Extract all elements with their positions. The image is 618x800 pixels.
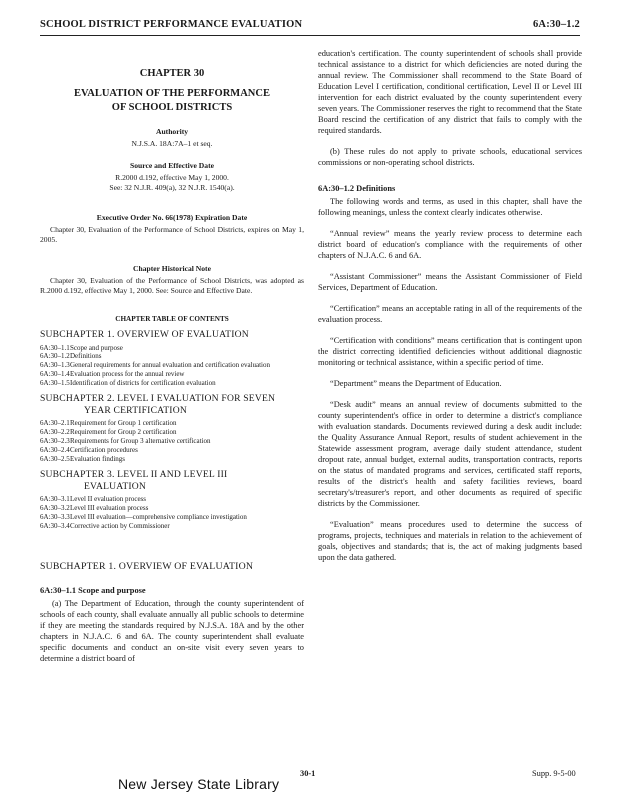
rule-1-2-title: 6A:30–1.2 Definitions bbox=[318, 184, 396, 193]
toc-item: 6A:30–1.4 Evaluation process for the annual review bbox=[40, 369, 185, 378]
definition-evaluation: “Evaluation” means procedures used to determine the success of programs, projects, techniques and materials in relation to the achievement of goals, objectives and standards; that is, the act of making judgments based upon the data gathered. bbox=[318, 520, 582, 562]
toc-item: 6A:30–2.1 Requirement for Group 1 certification bbox=[40, 419, 177, 428]
rule-1-1-paragraph-a-continued: education's certification. The county superintendent of schools shall provide technical assistance to a district for which deficiencies are noted during the annual review. The Commissioner shall recommend to the State Board of Education Level I certification, conditional certification, Level II or Level III intervention for each district evaluated by the county superintendent every seven years. The Commissioner reserves the right to recommend that the State Board rescind the certification of any district that fails to comply with the required standards. bbox=[318, 49, 582, 135]
running-header bbox=[40, 17, 580, 36]
exec-order-label: Executive Order No. 66(1978) Expiration Date bbox=[96, 213, 248, 222]
body-subchapter-1-heading: SUBCHAPTER 1. OVERVIEW OF EVALUATION bbox=[40, 560, 254, 572]
library-watermark: New Jersey State Library bbox=[118, 776, 280, 792]
toc-item: 6A:30–1.3 General requirements for annual evaluation and certification evaluation bbox=[40, 361, 270, 370]
toc-title: CHAPTER TABLE OF CONTENTS bbox=[115, 315, 229, 323]
running-header-section: 6A:30–1.2 bbox=[532, 19, 580, 30]
toc-subchapter-3-list bbox=[40, 495, 304, 530]
right-column bbox=[318, 48, 582, 563]
page-number: 30-1 bbox=[300, 769, 316, 778]
toc-item: 6A:30–3.2 Level III evaluation process bbox=[40, 504, 149, 513]
chapter-number: CHAPTER 30 bbox=[139, 68, 205, 79]
left-column bbox=[40, 68, 304, 664]
toc-item: 6A:30–1.2 Definitions bbox=[40, 352, 102, 361]
rule-1-1-paragraph-a: (a) The Department of Education, through the county superintendent of schools of each county, shall evaluate annually all public schools to determine if they are meeting the standards required by N.J.S.A. 18A and by the other chapters in N.J.A.C. 6 and 6A. The county superintendent shall evaluate specific documents and conduct an on-site visit every seven years to determine a district board of bbox=[40, 598, 304, 663]
toc-subchapter-3-heading: SUBCHAPTER 3. LEVEL II AND LEVEL III EVALUATION bbox=[40, 469, 228, 492]
toc-item: 6A:30–3.4 Corrective action by Commissioner bbox=[40, 521, 170, 530]
toc-subchapter-2-heading: SUBCHAPTER 2. LEVEL I EVALUATION FOR SEVEN YEAR CERTIFICATION bbox=[40, 393, 276, 416]
source-label: Source and Effective Date bbox=[129, 161, 214, 170]
chapter-title bbox=[40, 87, 304, 115]
toc-item: 6A:30–2.4 Certification procedures bbox=[40, 445, 138, 454]
toc-subchapter-1-list bbox=[40, 344, 304, 388]
historical-note-label: Chapter Historical Note bbox=[133, 264, 211, 273]
definition-certification-with-conditions: “Certification with conditions” means certification that is contingent upon the district correcting identified deficiencies without additional diagnostic monitoring or technical assistance, within a specific period of time. bbox=[318, 336, 582, 367]
toc-item: 6A:30–1.1 Scope and purpose bbox=[40, 343, 123, 352]
toc-subchapter-2-list bbox=[40, 419, 304, 463]
historical-note-text: Chapter 30, Evaluation of the Performance of School Districts, was adopted as R.2000 d.192, effective May 1, 2000. See: Source and Effective Date. bbox=[40, 276, 304, 295]
exec-order-text: Chapter 30, Evaluation of the Performance of School Districts, expires on May 1, 2005. bbox=[40, 225, 304, 244]
toc-item: 6A:30–2.3 Requirements for Group 3 alternative certification bbox=[40, 437, 211, 446]
source-line2: See: 32 N.J.R. 409(a), 32 N.J.R. 1540(a). bbox=[109, 183, 235, 192]
definition-annual-review: “Annual review” means the yearly review process to determine each district board of education's compliance with the requirements of other chapters of N.J.A.C. 6 and 6A. bbox=[318, 229, 582, 260]
authority-label: Authority bbox=[155, 127, 189, 136]
toc-item: 6A:30–2.5 Evaluation findings bbox=[40, 454, 126, 463]
definition-department: “Department” means the Department of Education. bbox=[330, 379, 502, 388]
supplement-date: Supp. 9-5-00 bbox=[532, 769, 576, 778]
authority-text: N.J.S.A. 18A:7A–1 et seq. bbox=[131, 139, 213, 148]
chapter-title-line2: OF SCHOOL DISTRICTS bbox=[111, 102, 233, 113]
definition-certification: “Certification” means an acceptable rating in all of the requirements of the evaluation process. bbox=[318, 304, 582, 324]
toc-subchapter-1-heading: SUBCHAPTER 1. OVERVIEW OF EVALUATION bbox=[40, 329, 249, 340]
chapter-title-line1: EVALUATION OF THE PERFORMANCE bbox=[74, 88, 270, 99]
rule-1-1-title: 6A:30–1.1 Scope and purpose bbox=[40, 585, 146, 595]
definition-desk-audit: “Desk audit” means an annual review of documents submitted to the county superintendent's office in order to determine a district's compliance with evaluation standards. Documents reviewed during a desk audit include: the Quality Assurance Annual Report, results of student achievement in the Statewide assessment program, average daily student attendance, student dropout rate, annual budget, external audits, transportation contracts, reports on the status of mandated programs and services, certificated staff reports, results of the district's health and safety facilities reviews, board secretary's/treasurer's report, and other documents as required of specific districts by the Commissioner. bbox=[318, 400, 582, 508]
source-line1: R.2000 d.192, effective May 1, 2000. bbox=[115, 173, 229, 182]
definitions-intro: The following words and terms, as used in this chapter, shall have the following meanings, unless the context clearly indicates otherwise. bbox=[318, 197, 582, 217]
toc-item: 6A:30–3.1 Level II evaluation process bbox=[40, 495, 146, 504]
rule-1-1-paragraph-b: (b) These rules do not apply to private schools, educational services commissions or non-operating school districts. bbox=[318, 147, 582, 167]
toc-item: 6A:30–1.5 Identification of districts for certification evaluation bbox=[40, 378, 216, 387]
toc-item: 6A:30–2.2 Requirement for Group 2 certification bbox=[40, 428, 177, 437]
toc-item: 6A:30–3.3 Level III evaluation—comprehensive compliance investigation bbox=[40, 513, 247, 522]
definition-assistant-commissioner: “Assistant Commissioner” means the Assistant Commissioner of Field Services, Department of Education. bbox=[318, 272, 582, 292]
running-header-title: SCHOOL DISTRICT PERFORMANCE EVALUATION bbox=[40, 19, 303, 30]
